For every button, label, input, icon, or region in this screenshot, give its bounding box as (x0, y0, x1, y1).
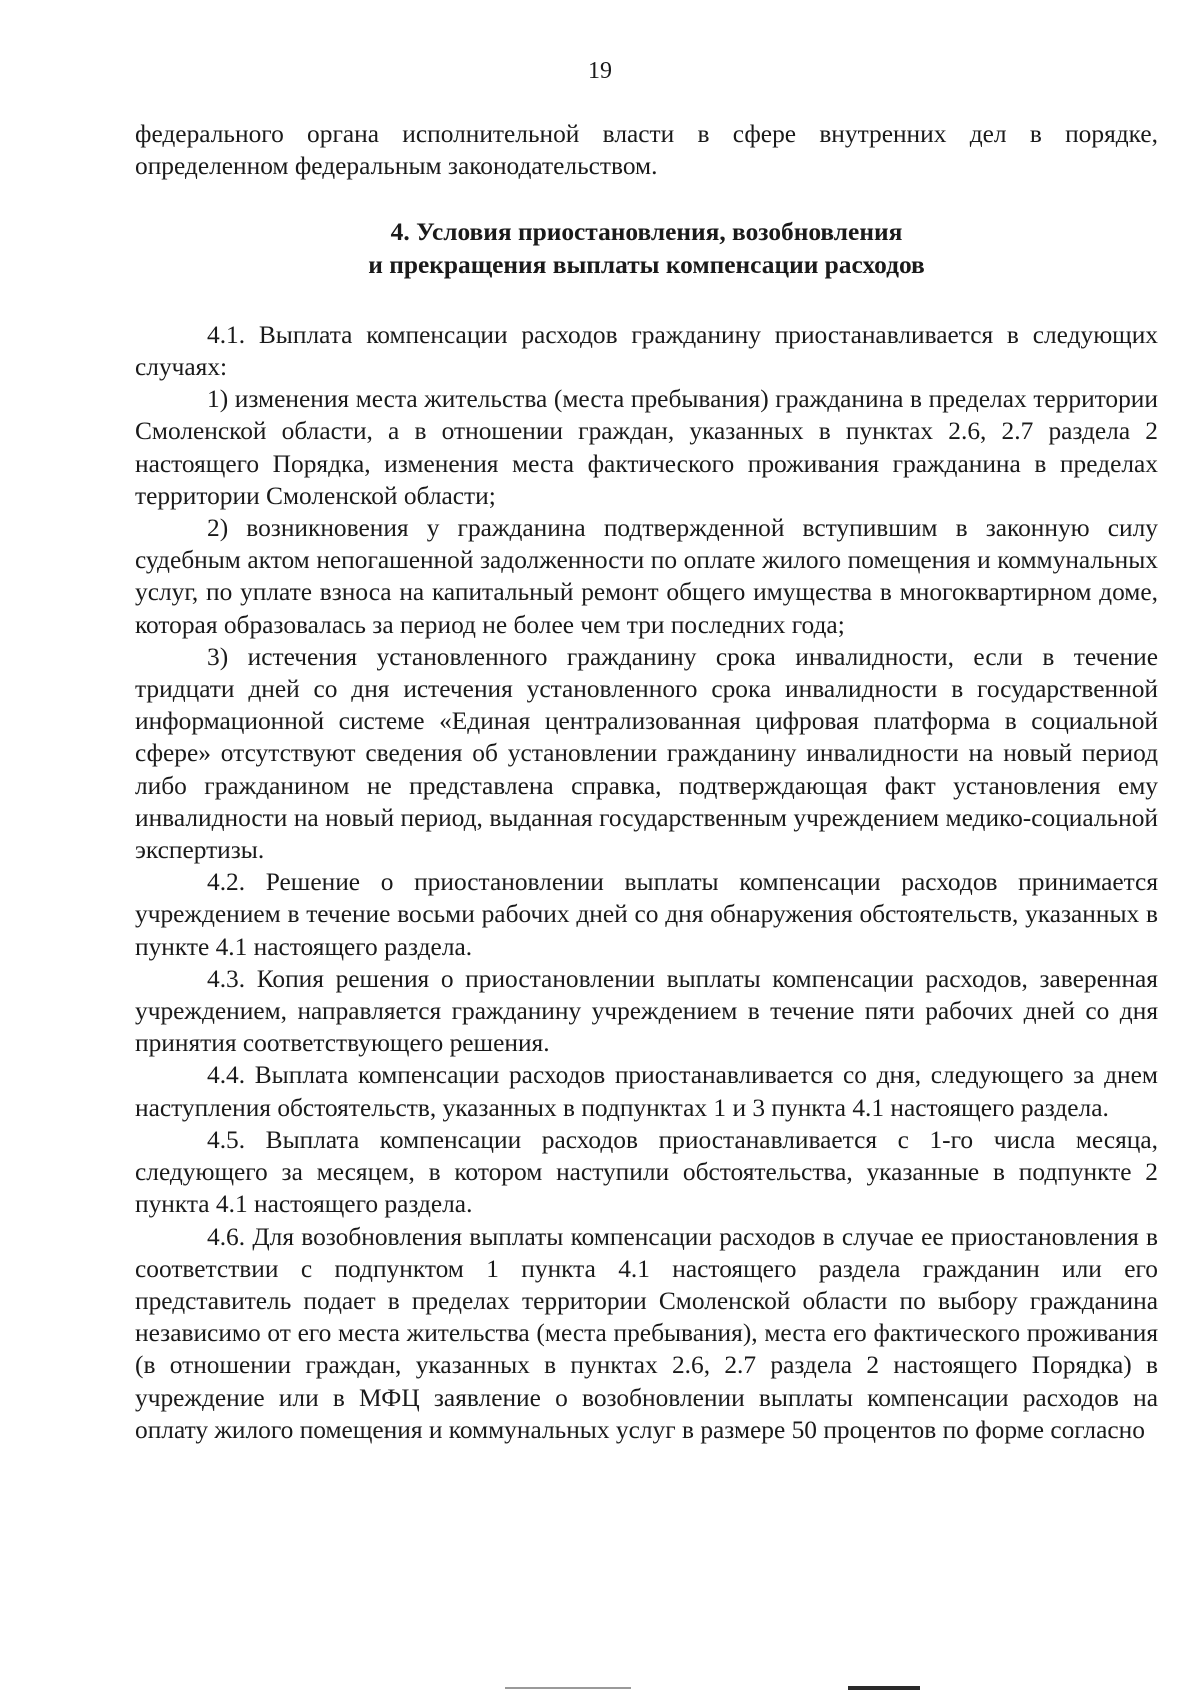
continuation-paragraph: федерального органа исполнительной власти в сфере внутренних дел в порядке, определенном федеральным законодательством. (135, 120, 1158, 181)
scan-artifact-right (848, 1686, 920, 1690)
page-number: 19 (588, 58, 612, 84)
paragraph-4-6: 4.6. Для возобновления выплаты компенсации расходов в случае ее приостановления в соответствии с подпунктом 1 пункта 4.1 настоящего раздела гражданин или его представитель подает в пределах территории Смоленской области по выбору гражданина независимо от его места жительства (места пребывания), места его фактического проживания (в отношении граждан, указанных в пунктах 2.6, 2.7 раздела 2 настоящего Порядка) в учреждение или в МФЦ заявление о возобновлении выплаты компенсации расходов на оплату жилого помещения и коммунальных услуг в размере 50 процентов по форме согласно (135, 1222, 1158, 1444)
paragraph-4-4: 4.4. Выплата компенсации расходов приостанавливается со дня, следующего за днем наступления обстоятельств, указанных в подпунктах 1 и 3 пункта 4.1 настоящего раздела. (135, 1061, 1158, 1122)
paragraph-4-1-item-1: 1) изменения места жительства (места пребывания) гражданина в пределах территории Смоленской области, а в отношении граждан, указанных в пунктах 2.6, 2.7 раздела 2 настоящего Порядка, изменения места фактического проживания гражданина в пределах территории Смоленской области; (135, 385, 1158, 510)
section-title-line-1: 4. Условия приостановления, возобновления (390, 218, 903, 247)
paragraph-4-1-item-2: 2) возникновения у гражданина подтвержденной вступившим в законную силу судебным актом непогашенной задолженности по оплате жилого помещения и коммунальных услуг, по уплате взноса на капитальный ремонт общего имущества в многоквартирном доме, которая образовалась за период не более чем три последних года; (135, 514, 1158, 639)
document-body (135, 118, 1158, 1446)
paragraph-4-3: 4.3. Копия решения о приостановлении выплаты компенсации расходов, заверенная учреждением, направляется гражданину учреждением в течение пяти рабочих дней со дня принятия соответствующего решения. (135, 964, 1158, 1058)
paragraph-4-1-item-3: 3) истечения установленного гражданину срока инвалидности, если в течение тридцати дней со дня истечения установленного срока инвалидности в государственной информационной системе «Единая централизованная цифровая платформа в социальной сфере» отсутствуют сведения об установлении гражданину инвалидности на новый период либо гражданином не представлена справка, подтверждающая факт установления ему инвалидности на новый период, выданная государственным учреждением медико-социальной экспертизы. (135, 642, 1158, 865)
paragraph-4-5: 4.5. Выплата компенсации расходов приостанавливается с 1-го числа месяца, следующего за месяцем, в котором наступили обстоятельства, указанные в подпункте 2 пункта 4.1 настоящего раздела. (135, 1125, 1158, 1219)
scan-artifact-left (505, 1687, 631, 1689)
paragraph-4-1: 4.1. Выплата компенсации расходов гражданину приостанавливается в следующих случаях: (135, 320, 1158, 382)
section-heading (135, 216, 1158, 280)
section-title-line-2: и прекращения выплаты компенсации расходов (368, 250, 925, 279)
paragraph-4-2: 4.2. Решение о приостановлении выплаты компенсации расходов принимается учреждением в течение восьми рабочих дней со дня обнаружения обстоятельств, указанных в пункте 4.1 настоящего раздела. (135, 868, 1158, 961)
